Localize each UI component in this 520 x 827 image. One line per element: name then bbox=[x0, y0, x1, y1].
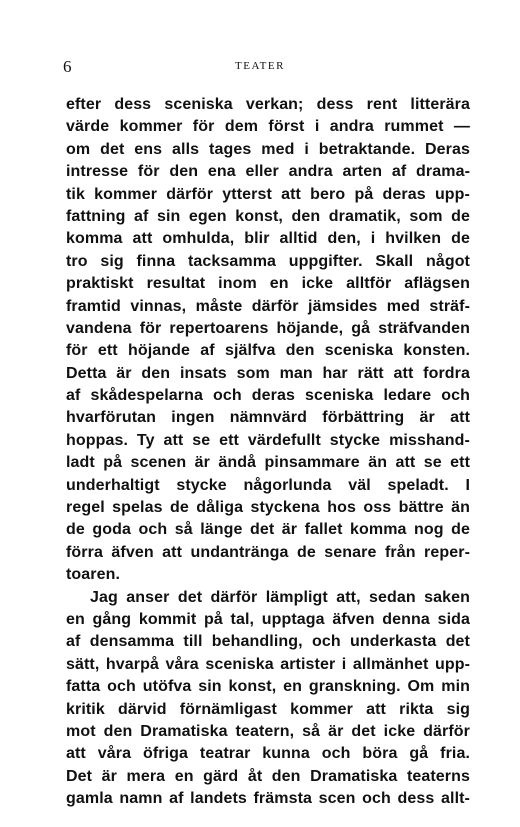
text-line: hvarförutan ingen nämnvärd förbättring är att bbox=[66, 409, 470, 427]
text-line: praktiskt resultat inom en icke alltför aflägsen bbox=[66, 275, 470, 293]
body-text bbox=[66, 94, 470, 811]
text-line: intresse för den ena eller andra arten af drama- bbox=[66, 163, 470, 181]
text-line: en gång kommit på tal, upptaga äfven denna sida bbox=[66, 610, 470, 628]
text-line: underhaltigt stycke någorlunda väl speladt. I bbox=[66, 476, 470, 494]
page-number: 6 bbox=[63, 57, 72, 76]
text-line: gamla namn af landets främsta scen och dess allt- bbox=[66, 790, 470, 808]
paragraph bbox=[66, 94, 470, 587]
text-line: Det är mera en gärd åt den Dramatiska teaterns bbox=[66, 767, 470, 785]
text-line: värde kommer för dem först i andra rummet — bbox=[66, 118, 470, 136]
text-line: Jag anser det därför lämpligt att, sedan saken bbox=[90, 588, 470, 606]
text-line: ladt på scenen är ändå pinsammare än att se ett bbox=[66, 454, 470, 472]
text-line: Detta är den insats som man har rätt att fordra bbox=[66, 364, 470, 382]
text-line: vandena för repertoarens höjande, gå sträfvanden bbox=[66, 319, 470, 337]
text-line: komma att omhulda, blir alltid den, i hvilken de bbox=[66, 230, 470, 248]
text-line: fatta och utöfva sin konst, en granskning. Om min bbox=[66, 678, 470, 696]
text-line: fattning af sin egen konst, den dramatik, som de bbox=[66, 207, 470, 225]
text-line: regel spelas de dåliga styckena hos oss bättre än bbox=[66, 499, 470, 517]
text-line: af skådespelarna och deras sceniska ledare och bbox=[66, 387, 470, 405]
text-line: om det ens alls tages med i betraktande. Deras bbox=[66, 140, 470, 158]
paragraph bbox=[66, 587, 470, 811]
text-line: toaren. bbox=[66, 566, 121, 584]
text-line: framtid vinnas, måste därför jämsides med sträf- bbox=[66, 297, 470, 315]
text-line: hoppas. Ty att se ett värdefullt stycke misshand- bbox=[66, 431, 470, 449]
text-line: sätt, hvarpå våra sceniska artister i allmänhet upp- bbox=[66, 655, 470, 673]
text-line: mot den Dramatiska teatern, så är det icke därför bbox=[66, 722, 470, 740]
text-line: att våra öfriga teatrar kunna och böra gå fria. bbox=[66, 745, 470, 763]
text-line: de goda och så länge det är fallet komma nog de bbox=[66, 521, 470, 539]
text-line: tro sig finna tacksamma uppgifter. Skall något bbox=[66, 252, 470, 270]
text-line: kritik därvid förnämligast kommer att rikta sig bbox=[66, 700, 470, 718]
text-line: efter dess sceniska verkan; dess rent litterära bbox=[66, 96, 470, 113]
text-line: förra äfven att undantränga de senare från reper- bbox=[66, 543, 470, 561]
text-line: tik kommer därför ytterst att bero på deras upp- bbox=[66, 185, 470, 203]
running-head: TEATER bbox=[235, 60, 285, 72]
text-line: af densamma till behandling, och underkasta det bbox=[66, 633, 470, 651]
text-line: för ett höjande af själfva den sceniska konsten. bbox=[66, 342, 470, 360]
